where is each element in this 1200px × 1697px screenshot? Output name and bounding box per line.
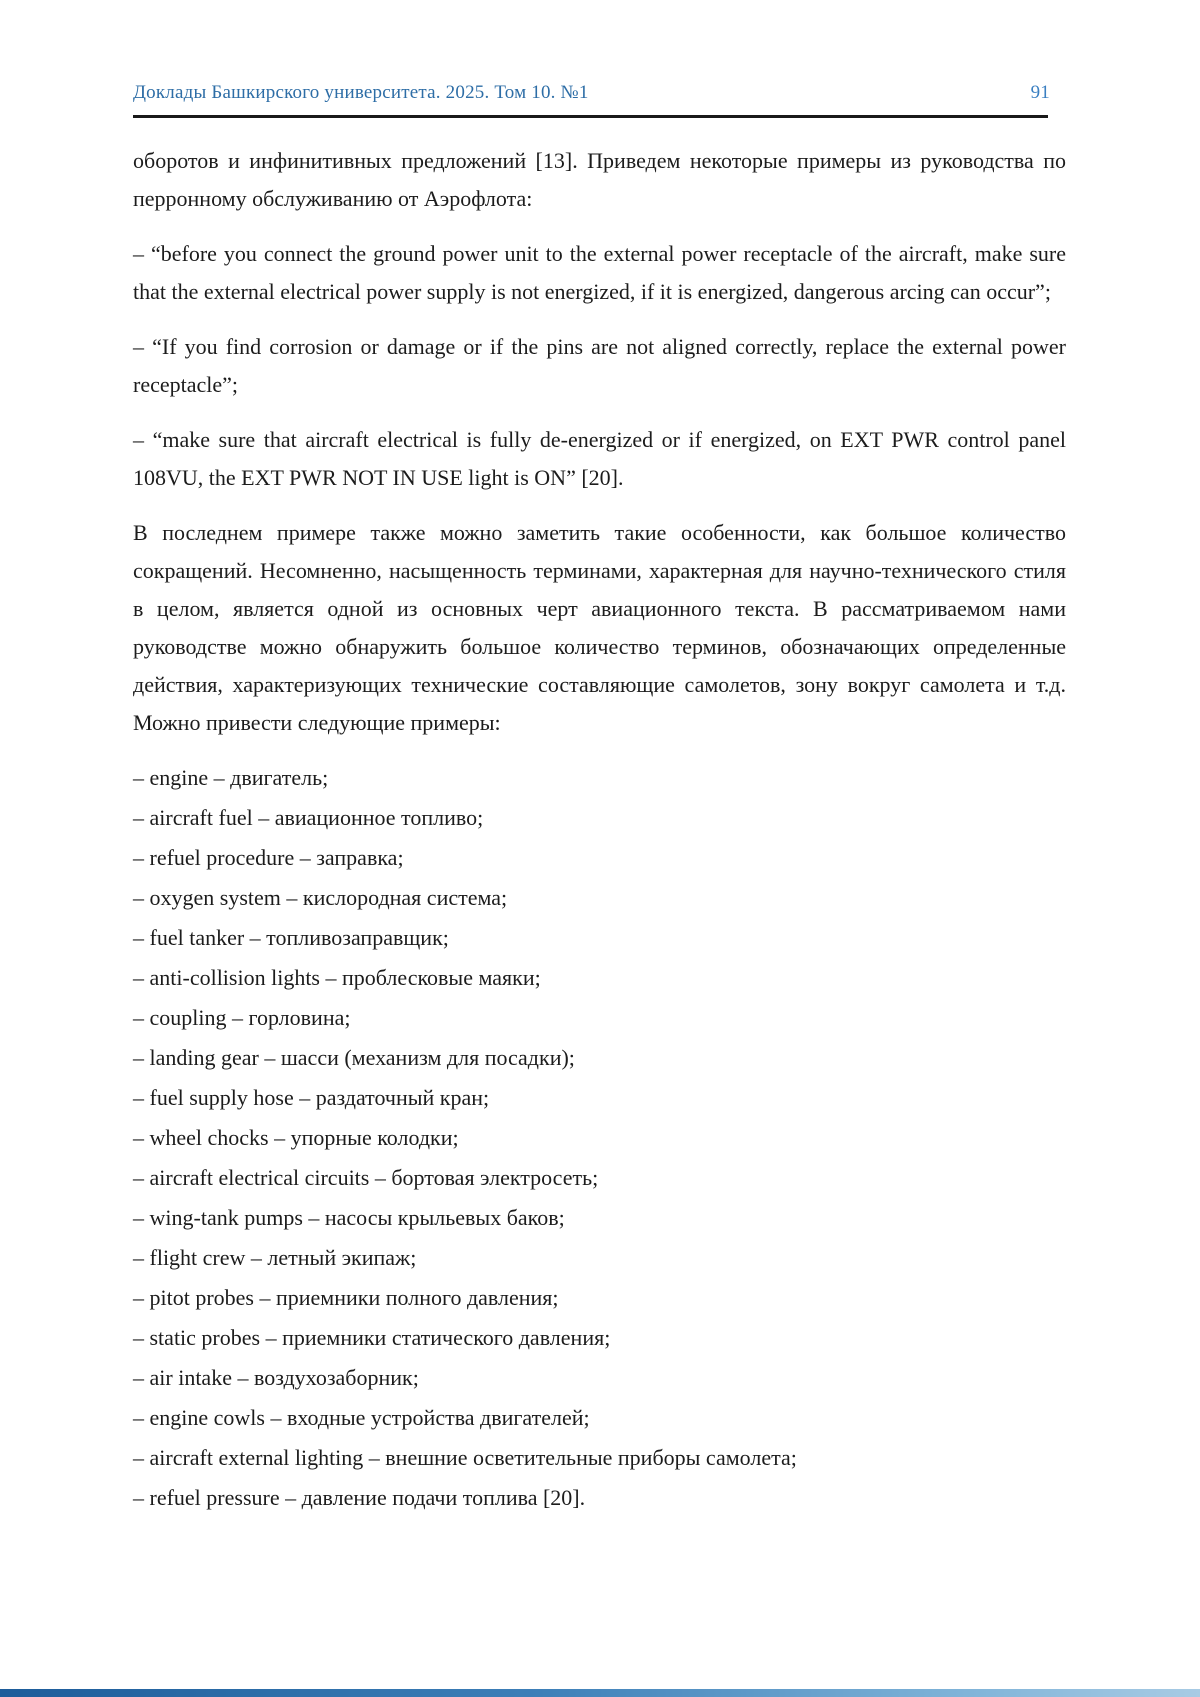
running-head	[133, 0, 1066, 104]
term-list-item: – aircraft external lighting – внешние осветительные приборы самолета;	[133, 1445, 797, 1470]
term-list-item: – flight crew – летный экипаж;	[133, 1245, 417, 1270]
paragraph-intro: оборотов и инфинитивных предложений [13]. Приведем некоторые примеры из руководства по перронному обслуживанию от Аэрофлота:	[133, 148, 1066, 211]
term-list-item: – refuel procedure – заправка;	[133, 845, 404, 870]
term-list-item: – oxygen system – кислородная система;	[133, 885, 508, 910]
paragraph-analysis: В последнем примере также можно заметить такие особенности, как большое количество сокращений. Несомненно, насыщенность терминами, характерная для научно-технического стиля в целом, является одной из основных черт авиационного текста. В рассматриваемом нами руководстве можно обнаружить большое количество терминов, обозначающих определенные действия, характеризующих технические составляющие самолетов, зону вокруг самолета и т.д. Можно привести следующие примеры:	[133, 520, 1066, 735]
page-content	[133, 0, 1066, 1517]
term-list-item: – refuel pressure – давление подачи топлива [20].	[133, 1485, 586, 1510]
term-list	[133, 759, 1066, 1517]
term-list-item: – pitot probes – приемники полного давления;	[133, 1285, 559, 1310]
term-list-item: – landing gear – шасси (механизм для посадки);	[133, 1045, 575, 1070]
term-list-item: – engine – двигатель;	[133, 765, 329, 790]
term-list-item: – wing-tank pumps – насосы крыльевых баков;	[133, 1205, 565, 1230]
quote-paragraph: – “If you find corrosion or damage or if the pins are not aligned correctly, replace the external power receptacle”;	[133, 334, 1066, 397]
page-body	[133, 118, 1066, 1517]
page-number: 91	[1030, 82, 1050, 103]
term-list-item: – aircraft electrical circuits – бортовая электросеть;	[133, 1165, 599, 1190]
journal-title: Доклады Башкирского университета. 2025. Том 10. №1	[133, 82, 589, 103]
term-list-item: – fuel supply hose – раздаточный кран;	[133, 1085, 490, 1110]
footer-accent-bar	[0, 1689, 1200, 1697]
term-list-item: – air intake – воздухозаборник;	[133, 1365, 419, 1390]
term-list-item: – anti-collision lights – проблесковые маяки;	[133, 965, 541, 990]
quote-paragraph: – “before you connect the ground power unit to the external power receptacle of the aircraft, make sure that the external electrical power supply is not energized, if it is energized, dangerous arcing can occur”;	[133, 241, 1066, 304]
term-list-item: – aircraft fuel – авиационное топливо;	[133, 805, 484, 830]
term-list-item: – coupling – горловина;	[133, 1005, 351, 1030]
term-list-item: – wheel chocks – упорные колодки;	[133, 1125, 459, 1150]
term-list-item: – engine cowls – входные устройства двигателей;	[133, 1405, 590, 1430]
term-list-item: – fuel tanker – топливозаправщик;	[133, 925, 449, 950]
term-list-item: – static probes – приемники статического давления;	[133, 1325, 611, 1350]
quote-paragraph: – “make sure that aircraft electrical is fully de-energized or if energized, on EXT PWR control panel 108VU, the EXT PWR NOT IN USE light is ON” [20].	[133, 427, 1066, 490]
